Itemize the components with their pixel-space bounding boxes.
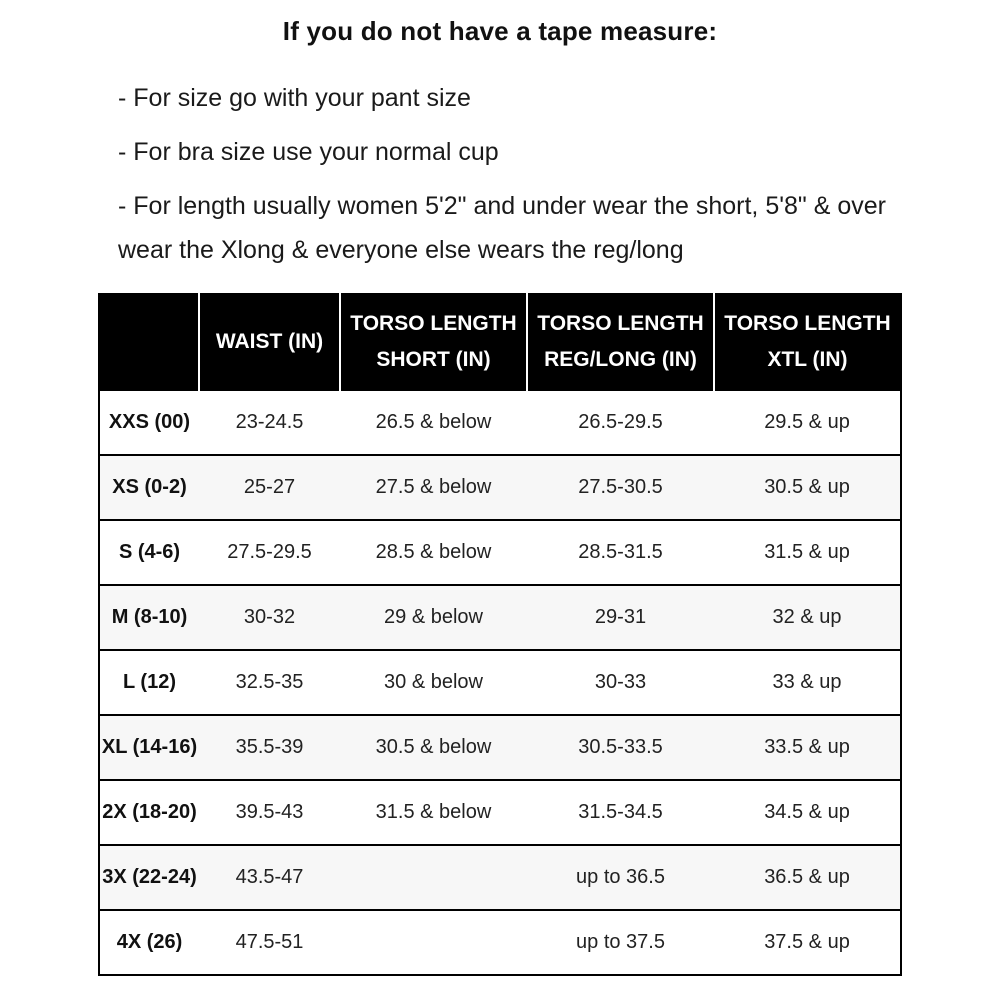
- cell-torso-reg-long: up to 37.5: [527, 910, 714, 975]
- table-body: [99, 390, 901, 975]
- cell-torso-short: 26.5 & below: [340, 390, 527, 455]
- cell-torso-xtl: 31.5 & up: [714, 520, 901, 585]
- cell-torso-short: 27.5 & below: [340, 455, 527, 520]
- cell-waist: 23-24.5: [199, 390, 340, 455]
- cell-waist: 32.5-35: [199, 650, 340, 715]
- table-row: [99, 520, 901, 585]
- cell-torso-reg-long: 31.5-34.5: [527, 780, 714, 845]
- cell-size: 4X (26): [99, 910, 199, 975]
- cell-torso-xtl: 34.5 & up: [714, 780, 901, 845]
- cell-torso-xtl: 30.5 & up: [714, 455, 901, 520]
- table-row: [99, 585, 901, 650]
- cell-torso-xtl: 36.5 & up: [714, 845, 901, 910]
- tip-size: - For size go with your pant size: [118, 84, 471, 112]
- cell-torso-short: 31.5 & below: [340, 780, 527, 845]
- cell-waist: 47.5-51: [199, 910, 340, 975]
- table-row: [99, 845, 901, 910]
- cell-torso-short: 28.5 & below: [340, 520, 527, 585]
- cell-waist: 25-27: [199, 455, 340, 520]
- table-row: [99, 910, 901, 975]
- cell-torso-xtl: 33 & up: [714, 650, 901, 715]
- header-row: [99, 294, 901, 390]
- table-row: [99, 715, 901, 780]
- cell-torso-short: 30.5 & below: [340, 715, 527, 780]
- cell-torso-reg-long: 29-31: [527, 585, 714, 650]
- cell-waist: 43.5-47: [199, 845, 340, 910]
- cell-torso-reg-long: 28.5-31.5: [527, 520, 714, 585]
- size-chart-table: [98, 293, 902, 976]
- cell-torso-short: 29 & below: [340, 585, 527, 650]
- header-torso-short: TORSO LENGTH SHORT (IN): [340, 294, 527, 390]
- cell-size: L (12): [99, 650, 199, 715]
- cell-torso-reg-long: up to 36.5: [527, 845, 714, 910]
- cell-waist: 35.5-39: [199, 715, 340, 780]
- cell-torso-xtl: 33.5 & up: [714, 715, 901, 780]
- table-row: [99, 390, 901, 455]
- header-torso-xtl: TORSO LENGTH XTL (IN): [714, 294, 901, 390]
- cell-waist: 30-32: [199, 585, 340, 650]
- cell-size: XS (0-2): [99, 455, 199, 520]
- cell-torso-reg-long: 27.5-30.5: [527, 455, 714, 520]
- table-row: [99, 455, 901, 520]
- cell-size: XL (14-16): [99, 715, 199, 780]
- cell-size: 2X (18-20): [99, 780, 199, 845]
- tip-length: - For length usually women 5'2" and under wear the short, 5'8" & over wear the Xlong & everyone else wears the reg/long: [118, 192, 886, 264]
- cell-waist: 39.5-43: [199, 780, 340, 845]
- cell-size: S (4-6): [99, 520, 199, 585]
- cell-torso-short: [340, 845, 527, 910]
- table-header: [99, 294, 901, 390]
- tip-bra-size: - For bra size use your normal cup: [118, 138, 499, 166]
- cell-torso-xtl: 29.5 & up: [714, 390, 901, 455]
- cell-torso-short: 30 & below: [340, 650, 527, 715]
- table-row: [99, 780, 901, 845]
- header-waist: WAIST (IN): [199, 294, 340, 390]
- header-size: [99, 294, 199, 390]
- cell-size: XXS (00): [99, 390, 199, 455]
- cell-torso-reg-long: 26.5-29.5: [527, 390, 714, 455]
- cell-size: 3X (22-24): [99, 845, 199, 910]
- cell-size: M (8-10): [99, 585, 199, 650]
- cell-torso-short: [340, 910, 527, 975]
- page-heading: If you do not have a tape measure:: [282, 16, 718, 46]
- cell-torso-xtl: 32 & up: [714, 585, 901, 650]
- tips-list: [118, 76, 898, 282]
- cell-torso-reg-long: 30-33: [527, 650, 714, 715]
- cell-waist: 27.5-29.5: [199, 520, 340, 585]
- cell-torso-xtl: 37.5 & up: [714, 910, 901, 975]
- table-row: [99, 650, 901, 715]
- header-torso-reg-long: TORSO LENGTH REG/LONG (IN): [527, 294, 714, 390]
- cell-torso-reg-long: 30.5-33.5: [527, 715, 714, 780]
